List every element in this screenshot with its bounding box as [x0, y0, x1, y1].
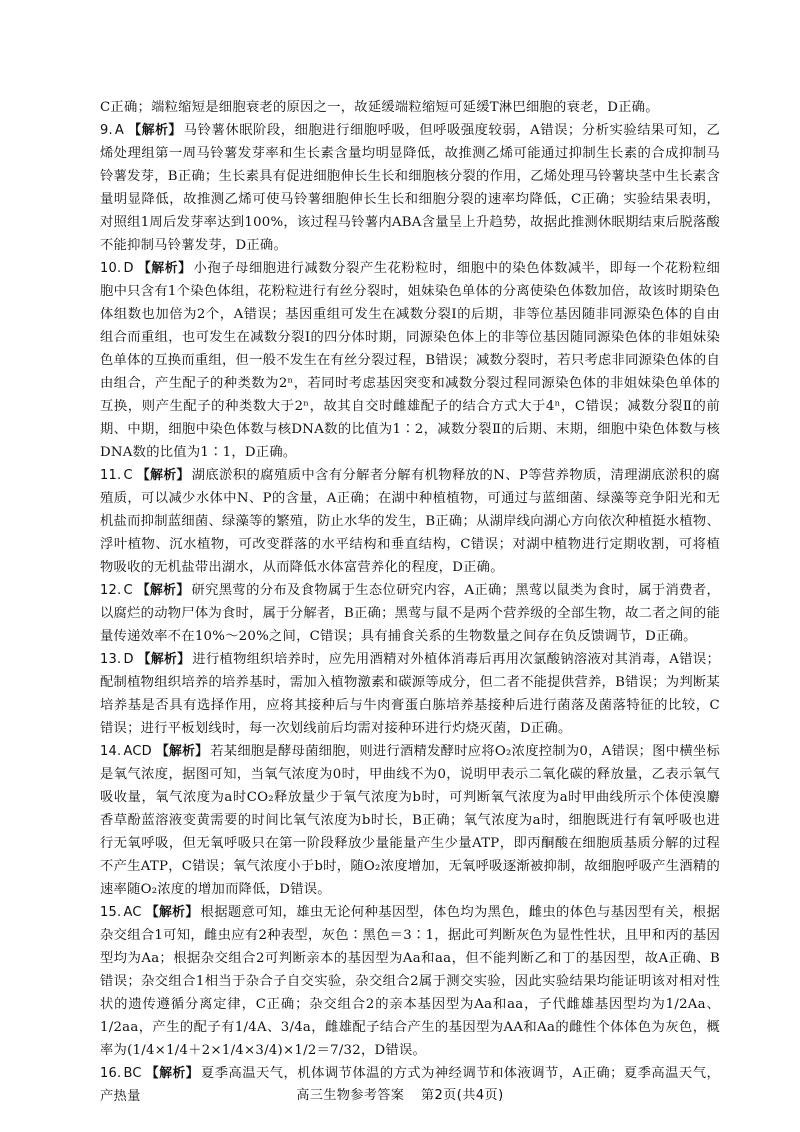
answer-item — [100, 579, 720, 648]
intro-line: C正确；端粒缩短是细胞衰老的原因之一，故延缓端粒缩短可延缓T淋巴细胞的衰老，D正确。 — [100, 100, 659, 115]
question-number: 16. — [100, 1066, 122, 1081]
question-number: 14. — [100, 744, 122, 759]
analysis-tag: 【解析】 — [136, 468, 190, 483]
analysis-text: 湖底淤积的腐殖质中含有分解者分解有机物释放的N、P等营养物质，清理湖底淤积的腐殖质，可以减少水体中N、P的含量，A正确；在湖中种植植物，可通过与蓝细菌、绿藻等竞争阳光和无机盐而抑制蓝细菌、绿藻等的繁殖，防止水华的发生，B正确；从湖岸线向湖心方向依次种植挺水植物、浮叶植物、沉水植物，可改变群落的水平结构和垂直结构，C错误；对湖中植物进行定期收割，可将植物吸收的无机盐带出湖水，从而降低水体富营养化的程度，D正确。 — [100, 468, 720, 575]
answer-key: A — [114, 123, 125, 138]
answer-item — [100, 119, 720, 257]
analysis-tag: 【解析】 — [128, 123, 182, 138]
analysis-tag: 【解析】 — [145, 1066, 199, 1081]
answer-item — [100, 648, 720, 740]
answer-list — [100, 119, 720, 1108]
question-number: 10. — [100, 261, 122, 276]
answer-item — [100, 740, 720, 901]
answer-key: C — [123, 468, 133, 483]
analysis-text: 小孢子母细胞进行减数分裂产生花粉粒时，细胞中的染色体数减半，即每一个花粉粒细胞中只含有1个染色体组，花粉粒进行有丝分裂时，姐妹染色单体的分离使染色体数加倍，故该时期染色体组数也加倍为2个，A错误；基因重组可发生在减数分裂Ⅰ的后期，非等位基因随非同源染色体的自由组合而重组，也可发生在减数分裂Ⅰ的四分体时期，同源染色体上的非等位基因随同源染色体的非姐妹染色单体的互换而重组，但一般不发生在有丝分裂过程，B错误；减数分裂时，若只考虑非同源染色体的自由组合，产生配子的种类数为2ⁿ，若同时考虑基因突变和减数分裂过程同源染色体的非姐妹染色单体的互换，则产生配子的种类数大于2ⁿ，故其自交时雌雄配子的结合方式大于4ⁿ，C错误；减数分裂Ⅱ的前期、中期，细胞中染色体数与核DNA数的比值为1∶2，减数分裂Ⅱ的后期、末期，细胞中染色体数与核DNA数的比值为1∶1，D正确。 — [100, 261, 721, 460]
analysis-tag: 【解析】 — [155, 744, 209, 759]
answer-item — [100, 901, 720, 1062]
analysis-tag: 【解析】 — [137, 652, 191, 667]
answer-key: C — [123, 583, 133, 598]
answer-item — [100, 464, 720, 579]
question-number: 12. — [100, 583, 122, 598]
question-number: 13. — [100, 652, 122, 667]
answer-key: D — [123, 261, 134, 276]
answer-key: ACD — [123, 744, 152, 759]
question-number: 15. — [100, 905, 122, 920]
analysis-text: 若某细胞是酵母菌细胞，则进行酒精发酵时应将O₂浓度控制为0，A错误；图中横坐标是氧气浓度，据图可知，当氧气浓度为0时，甲曲线不为0，说明甲表示二氧化碳的释放量，乙表示氧气吸收量，氧气浓度为a时CO₂释放量少于氧气浓度为b时，可判断氧气浓度为a时甲曲线所示个体使溴麝香草酚蓝溶液变黄需要的时间比氧气浓度为b时长，B正确；氧气浓度为a时，细胞既进行有氧呼吸也进行无氧呼吸，但无氧呼吸只在第一阶段释放少量能量产生少量ATP，即丙酮酸在细胞质基质分解的过程不产生ATP，C错误；氧气浓度小于b时，随O₂浓度增加，无氧呼吸逐渐被抑制，故细胞呼吸产生酒精的速率随O₂浓度的增加而降低，D错误。 — [100, 744, 721, 897]
question-number: 9. — [100, 123, 113, 138]
analysis-text: 夏季高温天气，机体调节体温的方式为神经调节和体液调节，A正确；夏季高温天气，产热量 — [100, 1066, 720, 1104]
analysis-tag: 【解析】 — [137, 261, 192, 276]
analysis-text: 研究黑莺的分布及食物属于生态位研究内容，A正确；黑莺以鼠类为食时，属于消费者，以腐烂的动物尸体为食时，属于分解者，B正确；黑莺与鼠不是两个营养级的全部生物，故二者之间的能量传递效率不在10%～20%之间，C错误；具有捕食关系的生物数量之间存在负反馈调节，D正确。 — [100, 583, 720, 644]
analysis-text: 进行植物组织培养时，应先用酒精对外植体消毒后再用次氯酸钠溶液对其消毒，A错误；配制植物组织培养的培养基时，需加入植物激素和碳源等成分，但二者不能提供营养，B错误；为判断某培养基是否具有选择作用，应将其接种后与牛肉膏蛋白胨培养基接种后进行菌落及菌落特征的比较，C错误；进行平板划线时，每一次划线前后均需对接种环进行灼烧灭菌，D正确。 — [100, 652, 720, 736]
answer-body — [100, 96, 720, 1108]
footer-title: 高三生物参考答案 — [296, 1088, 405, 1103]
answer-item — [100, 257, 720, 464]
page-footer — [0, 1084, 800, 1103]
answer-key: BC — [123, 1066, 142, 1081]
answer-key: AC — [123, 905, 142, 920]
question-number: 11. — [100, 468, 122, 483]
analysis-text: 根据题意可知，雄虫无论何种基因型，体色均为黑色，雌虫的体色与基因型有关，根据杂交组合1可知，雌虫应有2种表型，灰色∶黑色＝3∶1，据此可判断灰色为显性性状，且甲和丙的基因型均为Aa；根据杂交组合2可判断亲本的基因型为Aa和aa，但不能判断乙和丁的基因型，故A正确、B错误；杂交组合1相当于杂合子自交实验，杂交组合2属于测交实验，因此实验结果均能证明该对相对性状的遗传遵循分离定律，C正确；杂交组合2的亲本基因型为Aa和aa，子代雌雄基因型均为1/2Aa、1/2aa，产生的配子有1/4A、3/4a，雌雄配子结合产生的基因型为AA和Aa的雌性个体体色为灰色，概率为(1/4×1/4＋2×1/4×3/4)×1/2＝7/32，D错误。 — [100, 905, 721, 1058]
answer-key: D — [123, 652, 134, 667]
footer-page-number: 第2页(共4页) — [420, 1088, 504, 1103]
analysis-tag: 【解析】 — [145, 905, 199, 920]
analysis-tag: 【解析】 — [136, 583, 190, 598]
analysis-text: 马铃薯休眠阶段，细胞进行细胞呼吸，但呼吸强度较弱，A错误；分析实验结果可知，乙烯处理组第一周马铃薯发芽率和生长素含量均明显降低，故推测乙烯可能通过抑制生长素的合成抑制马铃薯发芽，B正确；生长素具有促进细胞伸长生长和细胞核分裂的作用，乙烯处理马铃薯块茎中生长素含量明显降低，故推测乙烯可使马铃薯细胞伸长生长和细胞分裂的速率均降低，C正确；实验结果表明，对照组1周后发芽率达到100%，该过程马铃薯内ABA含量呈上升趋势，故据此推测休眠期结束后脱落酸不能抑制马铃薯发芽，D正确。 — [100, 123, 720, 253]
